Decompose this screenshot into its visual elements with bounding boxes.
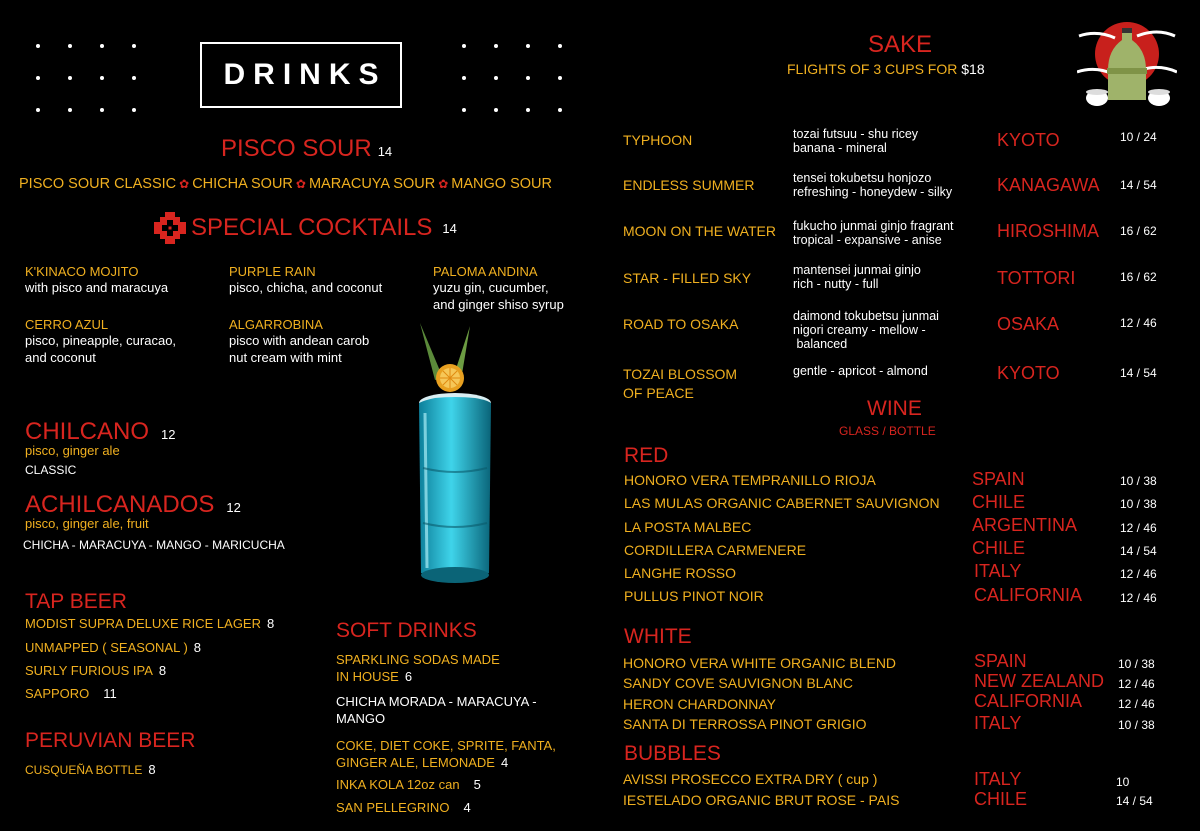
tap-beer-item: UNMAPPED ( SEASONAL ) 8 (25, 640, 202, 655)
drinks-title-box (200, 42, 402, 108)
chilcano-price: 12 (161, 427, 176, 442)
tap-beer-heading: TAP BEER (25, 590, 127, 613)
wine-bubbles-heading: BUBBLES (624, 742, 721, 765)
cocktail-item (25, 317, 176, 366)
cocktail-desc: yuzu gin, cucumber, (433, 280, 549, 295)
sake-flights: FLIGHTS OF 3 CUPS FOR $18 (787, 61, 985, 77)
cocktail-desc: and ginger shiso syrup (433, 297, 564, 312)
pisco-item: MANGO SOUR (451, 176, 552, 192)
cocktail-name: CERRO AZUL (25, 317, 109, 332)
cocktail-desc: nut cream with mint (229, 350, 342, 365)
wine-white-heading: WHITE (624, 625, 692, 648)
flower-separator-icon: ✿ (438, 177, 449, 191)
peruvian-beer-item: CUSQUEÑA BOTTLE 8 (25, 762, 156, 777)
achilcanados-heading-row (25, 491, 241, 519)
pisco-item: MARACUYA SOUR (308, 176, 436, 192)
tap-beer-item: SAPPORO 11 (25, 686, 117, 701)
pisco-item: CHICHA SOUR (192, 176, 293, 192)
sake-desc: tozai futsuu - shu ricey banana - mineral (793, 127, 919, 155)
soft-drink-item: COKE, DIET COKE, SPRITE, FANTA, GINGER ALE, LEMONADE 4 (336, 738, 556, 770)
cocktail-name: PURPLE RAIN (229, 264, 316, 279)
sake-desc: daimond tokubetsu junmai nigori creamy - mellow - balanced (793, 309, 939, 351)
cocktail-item (229, 317, 369, 366)
flower-separator-icon: ✿ (179, 177, 190, 191)
cocktail-item (25, 264, 168, 296)
sake-desc: mantensei junmai ginjo rich - nutty - full (793, 263, 921, 291)
sake-desc: fukucho junmai ginjo fragrant tropical - expansive - anise (793, 219, 954, 247)
soft-drink-item: CHICHA MORADA - MARACUYA - MANGO (336, 694, 537, 726)
peruvian-beer-heading: PERUVIAN BEER (25, 729, 196, 752)
special-heading-row (153, 211, 457, 245)
cocktail-desc: with pisco and maracuya (25, 280, 169, 295)
sake-heading: SAKE (868, 31, 933, 58)
cocktail-desc: pisco, pineapple, curacao, (25, 333, 177, 348)
soft-drinks-heading: SOFT DRINKS (336, 619, 477, 642)
cocktail-desc: pisco with andean carob (229, 333, 370, 348)
pisco-heading-row (221, 135, 392, 163)
sake-name: TOZAI BLOSSOM OF PEACE (623, 366, 738, 401)
soft-drink-item: SPARKLING SODAS MADE IN HOUSE 6 (336, 652, 500, 684)
cocktail-item (229, 264, 382, 296)
tap-beer-item: SURLY FURIOUS IPA 8 (25, 663, 167, 678)
chilcano-desc: pisco, ginger ale (25, 443, 120, 458)
wine-sub: GLASS / BOTTLE (839, 424, 936, 438)
tap-beer-item: MODIST SUPRA DELUXE RICE LAGER 8 (25, 616, 275, 631)
sake-bottle-icon (1077, 12, 1177, 110)
chilcano-heading-row (25, 418, 176, 446)
page-title: DRINKS (223, 58, 387, 91)
chilcano-sub: CLASSIC (25, 463, 77, 477)
achilcanados-sub: CHICHA - MARACUYA - MANGO - MARICUCHA (23, 538, 285, 552)
sake-desc: gentle - apricot - almond (793, 364, 928, 378)
cocktail-name: K'KINACO MOJITO (25, 264, 139, 279)
cocktail-name: PALOMA ANDINA (433, 264, 538, 279)
special-price: 14 (442, 220, 457, 236)
sake-desc: tensei tokubetsu honjozo refreshing - honeydew - silky (793, 171, 953, 199)
cocktail-item (433, 264, 564, 313)
wine-heading: WINE (867, 397, 922, 420)
wine-red-heading: RED (624, 444, 669, 467)
cocktail-desc: and coconut (25, 350, 96, 365)
chakana-icon (153, 211, 187, 245)
chilcano-heading: CHILCANO (25, 418, 150, 445)
cocktail-glass-image (395, 318, 515, 593)
achilcanados-desc: pisco, ginger ale, fruit (25, 516, 149, 531)
cocktail-name: ALGARROBINA (229, 317, 323, 332)
soft-drink-item: SAN PELLEGRINO 4 (336, 800, 471, 815)
flower-separator-icon: ✿ (295, 177, 306, 191)
pisco-heading: PISCO SOUR (221, 135, 372, 162)
special-heading: SPECIAL COCKTAILS (191, 214, 433, 241)
cocktail-desc: pisco, chicha, and coconut (229, 280, 383, 295)
pisco-price: 14 (377, 144, 393, 159)
pisco-list (19, 176, 552, 192)
pisco-item: PISCO SOUR CLASSIC (19, 176, 177, 192)
soft-drink-item: INKA KOLA 12oz can 5 (336, 777, 481, 792)
achilcanados-price: 12 (226, 500, 241, 515)
achilcanados-heading: ACHILCANADOS (25, 491, 215, 518)
